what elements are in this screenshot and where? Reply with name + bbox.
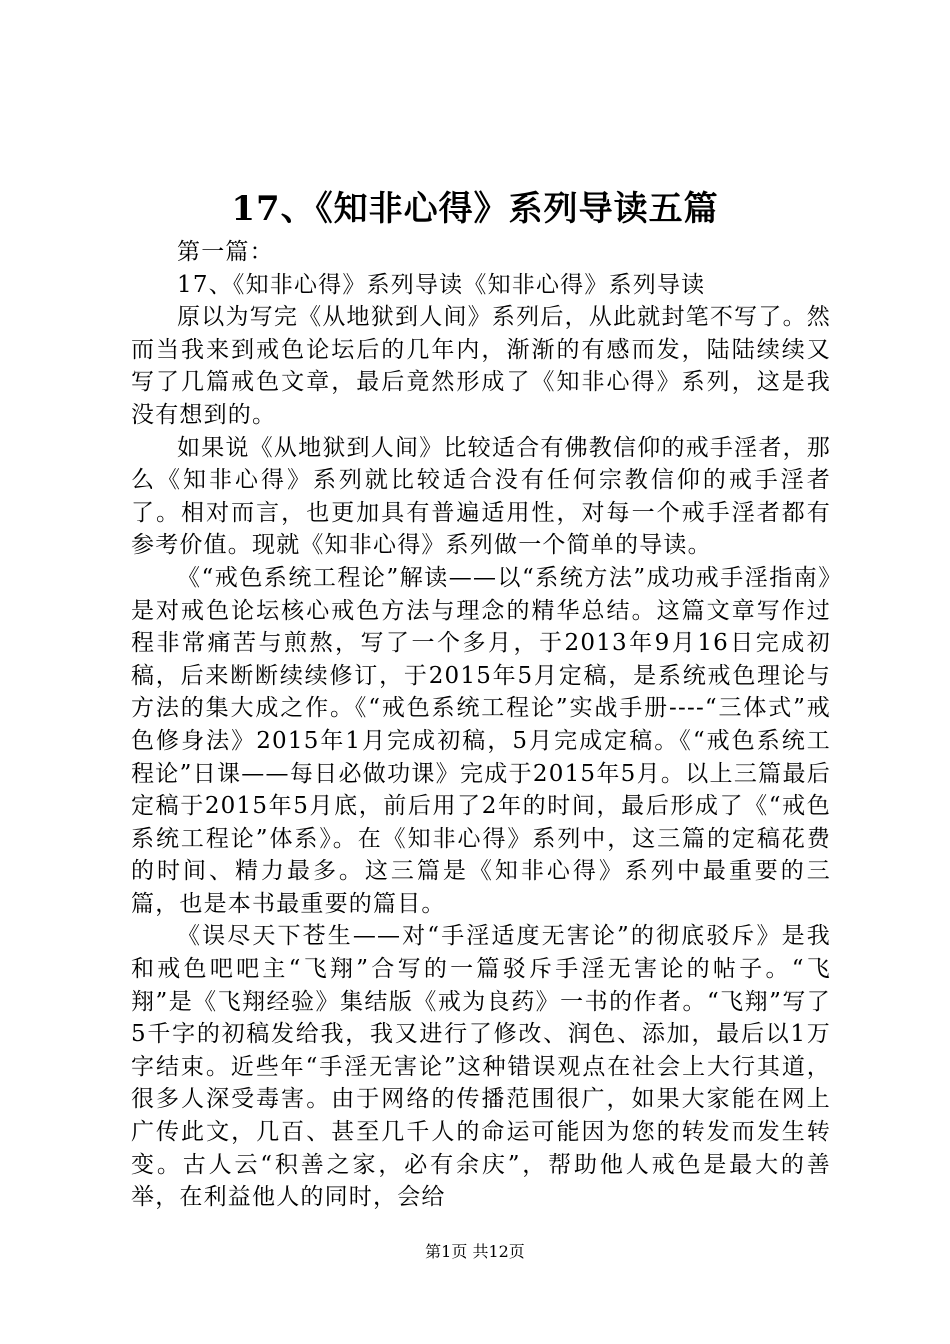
section-heading: 第一篇： (177, 239, 274, 265)
page-footer: 第1页 共12页 (425, 1242, 525, 1261)
document-title: 17、《知非心得》系列导读五篇 (231, 189, 719, 229)
paragraph: 《误尽天下苍生——对“手淫适度无害论”的彻底驳斥》是我和戒色吧吧主“飞翔”合写的一篇驳斥手淫无害论的帖子。“飞翔”是《飞翔经验》集结版《戒为良药》一书的作者。“飞翔”写了5千字的初稿发给我，我又进行了修改、润色、添加，最后以1万字结束。近些年“手淫无害论”这种错误观点在社会上大行其道，很多人深受毒害。由于网络的传播范围很广，如果大家能在网上广传此文，几百、甚至几千人的命运可能因为您的转发而发生转变。古人云“积善之家，必有余庆”，帮助他人戒色是最大的善举，在利益他人的同时，会给 (131, 923, 831, 1211)
paragraph: 原以为写完《从地狱到人间》系列后，从此就封笔不写了。然而当我来到戒色论坛后的几年内，渐渐的有感而发，陆陆续续又写了几篇戒色文章，最后竟然形成了《知非心得》系列，这是我没有想到的。 (131, 304, 831, 428)
document-body (131, 236, 831, 1214)
paragraph: 如果说《从地狱到人间》比较适合有佛教信仰的戒手淫者，那么《知非心得》系列就比较适合没有任何宗教信仰的戒手淫者了。相对而言，也更加具有普遍适用性，对每一个戒手淫者都有参考价值。现就《知非心得》系列做一个简单的导读。 (131, 434, 831, 559)
paragraph: 17、《知非心得》系列导读《知非心得》系列导读 (177, 271, 706, 298)
paragraph: 《“戒色系统工程论”解读——以“系统方法”成功戒手淫指南》是对戒色论坛核心戒色方法与理念的精华总结。这篇文章写作过程非常痛苦与煎熬，写了一个多月，于2013年9月16日完成初稿，后来断断续续修订，于2015年5月定稿，是系统戒色理论与方法的集大成之作。《“戒色系统工程论”实战手册----“三体式”戒色修身法》2015年1月完成初稿，5月完成定稿。《“戒色系统工程论”日课——每日必做功课》完成于2015年5月。以上三篇最后定稿于2015年5月底，前后用了2年的时间，最后形成了《“戒色系统工程论”体系》。在《知非心得》系列中，这三篇的定稿花费的时间、精力最多。这三篇是《知非心得》系列中最重要的三篇，也是本书最重要的篇目。 (131, 564, 831, 917)
